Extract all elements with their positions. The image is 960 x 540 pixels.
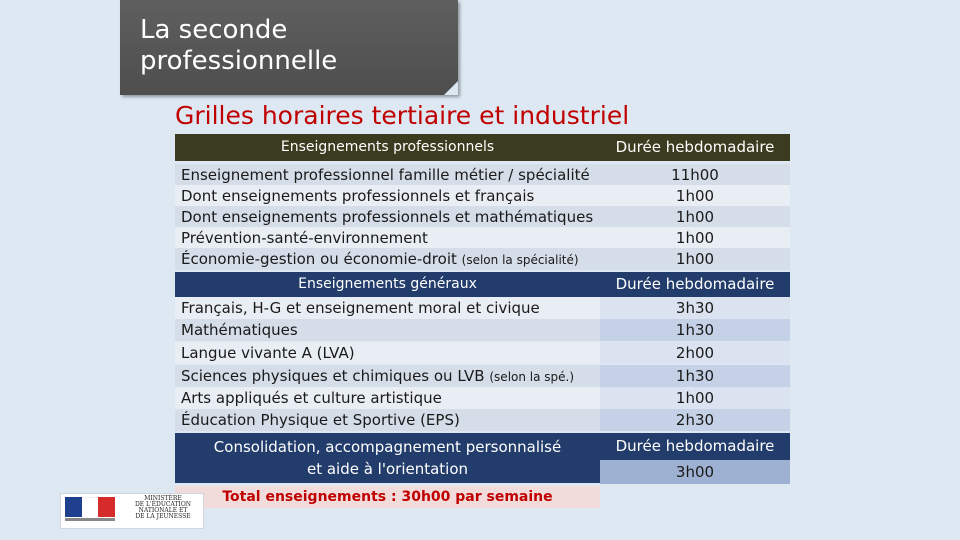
table-row	[175, 185, 600, 207]
row-hours: 1h30	[600, 365, 790, 387]
table-row	[175, 387, 600, 409]
section3-label-line2: et aide à l'orientation	[306, 460, 469, 478]
page-title	[140, 15, 337, 77]
section3-header-right: Durée hebdomadaire	[600, 433, 790, 460]
row-label: Enseignement professionnel famille métier / spécialité	[181, 166, 590, 184]
logo-line: DE LA JEUNESSE	[135, 513, 191, 520]
table-row	[175, 248, 600, 270]
ministry-logo	[60, 493, 204, 529]
section3-hours: 3h00	[600, 460, 790, 484]
table-row	[175, 164, 600, 186]
logo-line: MINISTÈRE	[144, 495, 182, 502]
row-hours: 1h00	[600, 248, 790, 270]
row-hours: 1h00	[600, 185, 790, 207]
row-hours: 2h30	[600, 409, 790, 431]
row-hours: 1h00	[600, 387, 790, 409]
row-note: (selon la spé.)	[489, 370, 575, 384]
row-hours: 11h00	[600, 164, 790, 186]
subtitle: Grilles horaires tertiaire et industriel	[175, 101, 630, 130]
section3-label	[175, 433, 600, 483]
logo-line: DE L'ÉDUCATION	[134, 501, 192, 508]
section1-header-right: Durée hebdomadaire	[600, 134, 790, 161]
row-label: Arts appliqués et culture artistique	[181, 389, 442, 407]
row-hours: 2h00	[600, 342, 790, 364]
section3-label-line1: Consolidation, accompagnement personnalisé	[213, 438, 562, 456]
table-row	[175, 409, 600, 431]
section2-header-right: Durée hebdomadaire	[600, 272, 790, 297]
row-label: Prévention-santé-environnement	[181, 229, 428, 247]
row-label: Français, H-G et enseignement moral et civique	[181, 299, 540, 317]
page-title-line2: professionnelle	[140, 46, 338, 76]
section2-header-left: Enseignements généraux	[175, 272, 600, 297]
table-row	[175, 365, 600, 387]
row-hours: 3h30	[600, 297, 790, 319]
total-banner: Total enseignements : 30h00 par semaine	[175, 486, 600, 508]
section1-header-left: Enseignements professionnels	[175, 134, 600, 161]
logo-line: NATIONALE ET	[138, 507, 188, 514]
row-hours: 1h00	[600, 206, 790, 228]
row-label: Dont enseignements professionnels et français	[181, 187, 535, 205]
marianne-flag-icon	[65, 497, 115, 521]
title-box	[120, 0, 458, 95]
table-row	[175, 297, 600, 319]
row-label: Éducation Physique et Sportive (EPS)	[181, 411, 460, 429]
table-row	[175, 319, 600, 341]
table-row	[175, 342, 600, 364]
row-label: Dont enseignements professionnels et mathématiques	[181, 208, 594, 226]
table-row	[175, 206, 600, 228]
row-label: Langue vivante A (LVA)	[181, 344, 355, 362]
row-label: Mathématiques	[181, 321, 298, 339]
page-title-line1: La seconde	[140, 15, 288, 45]
ministry-logo-text	[127, 496, 199, 520]
table-row	[175, 227, 600, 249]
row-label: Sciences physiques et chimiques ou LVB	[181, 367, 485, 385]
row-hours: 1h00	[600, 227, 790, 249]
row-label: Économie-gestion ou économie-droit	[181, 250, 457, 268]
row-hours: 1h30	[600, 319, 790, 341]
row-note: (selon la spécialité)	[461, 253, 579, 267]
